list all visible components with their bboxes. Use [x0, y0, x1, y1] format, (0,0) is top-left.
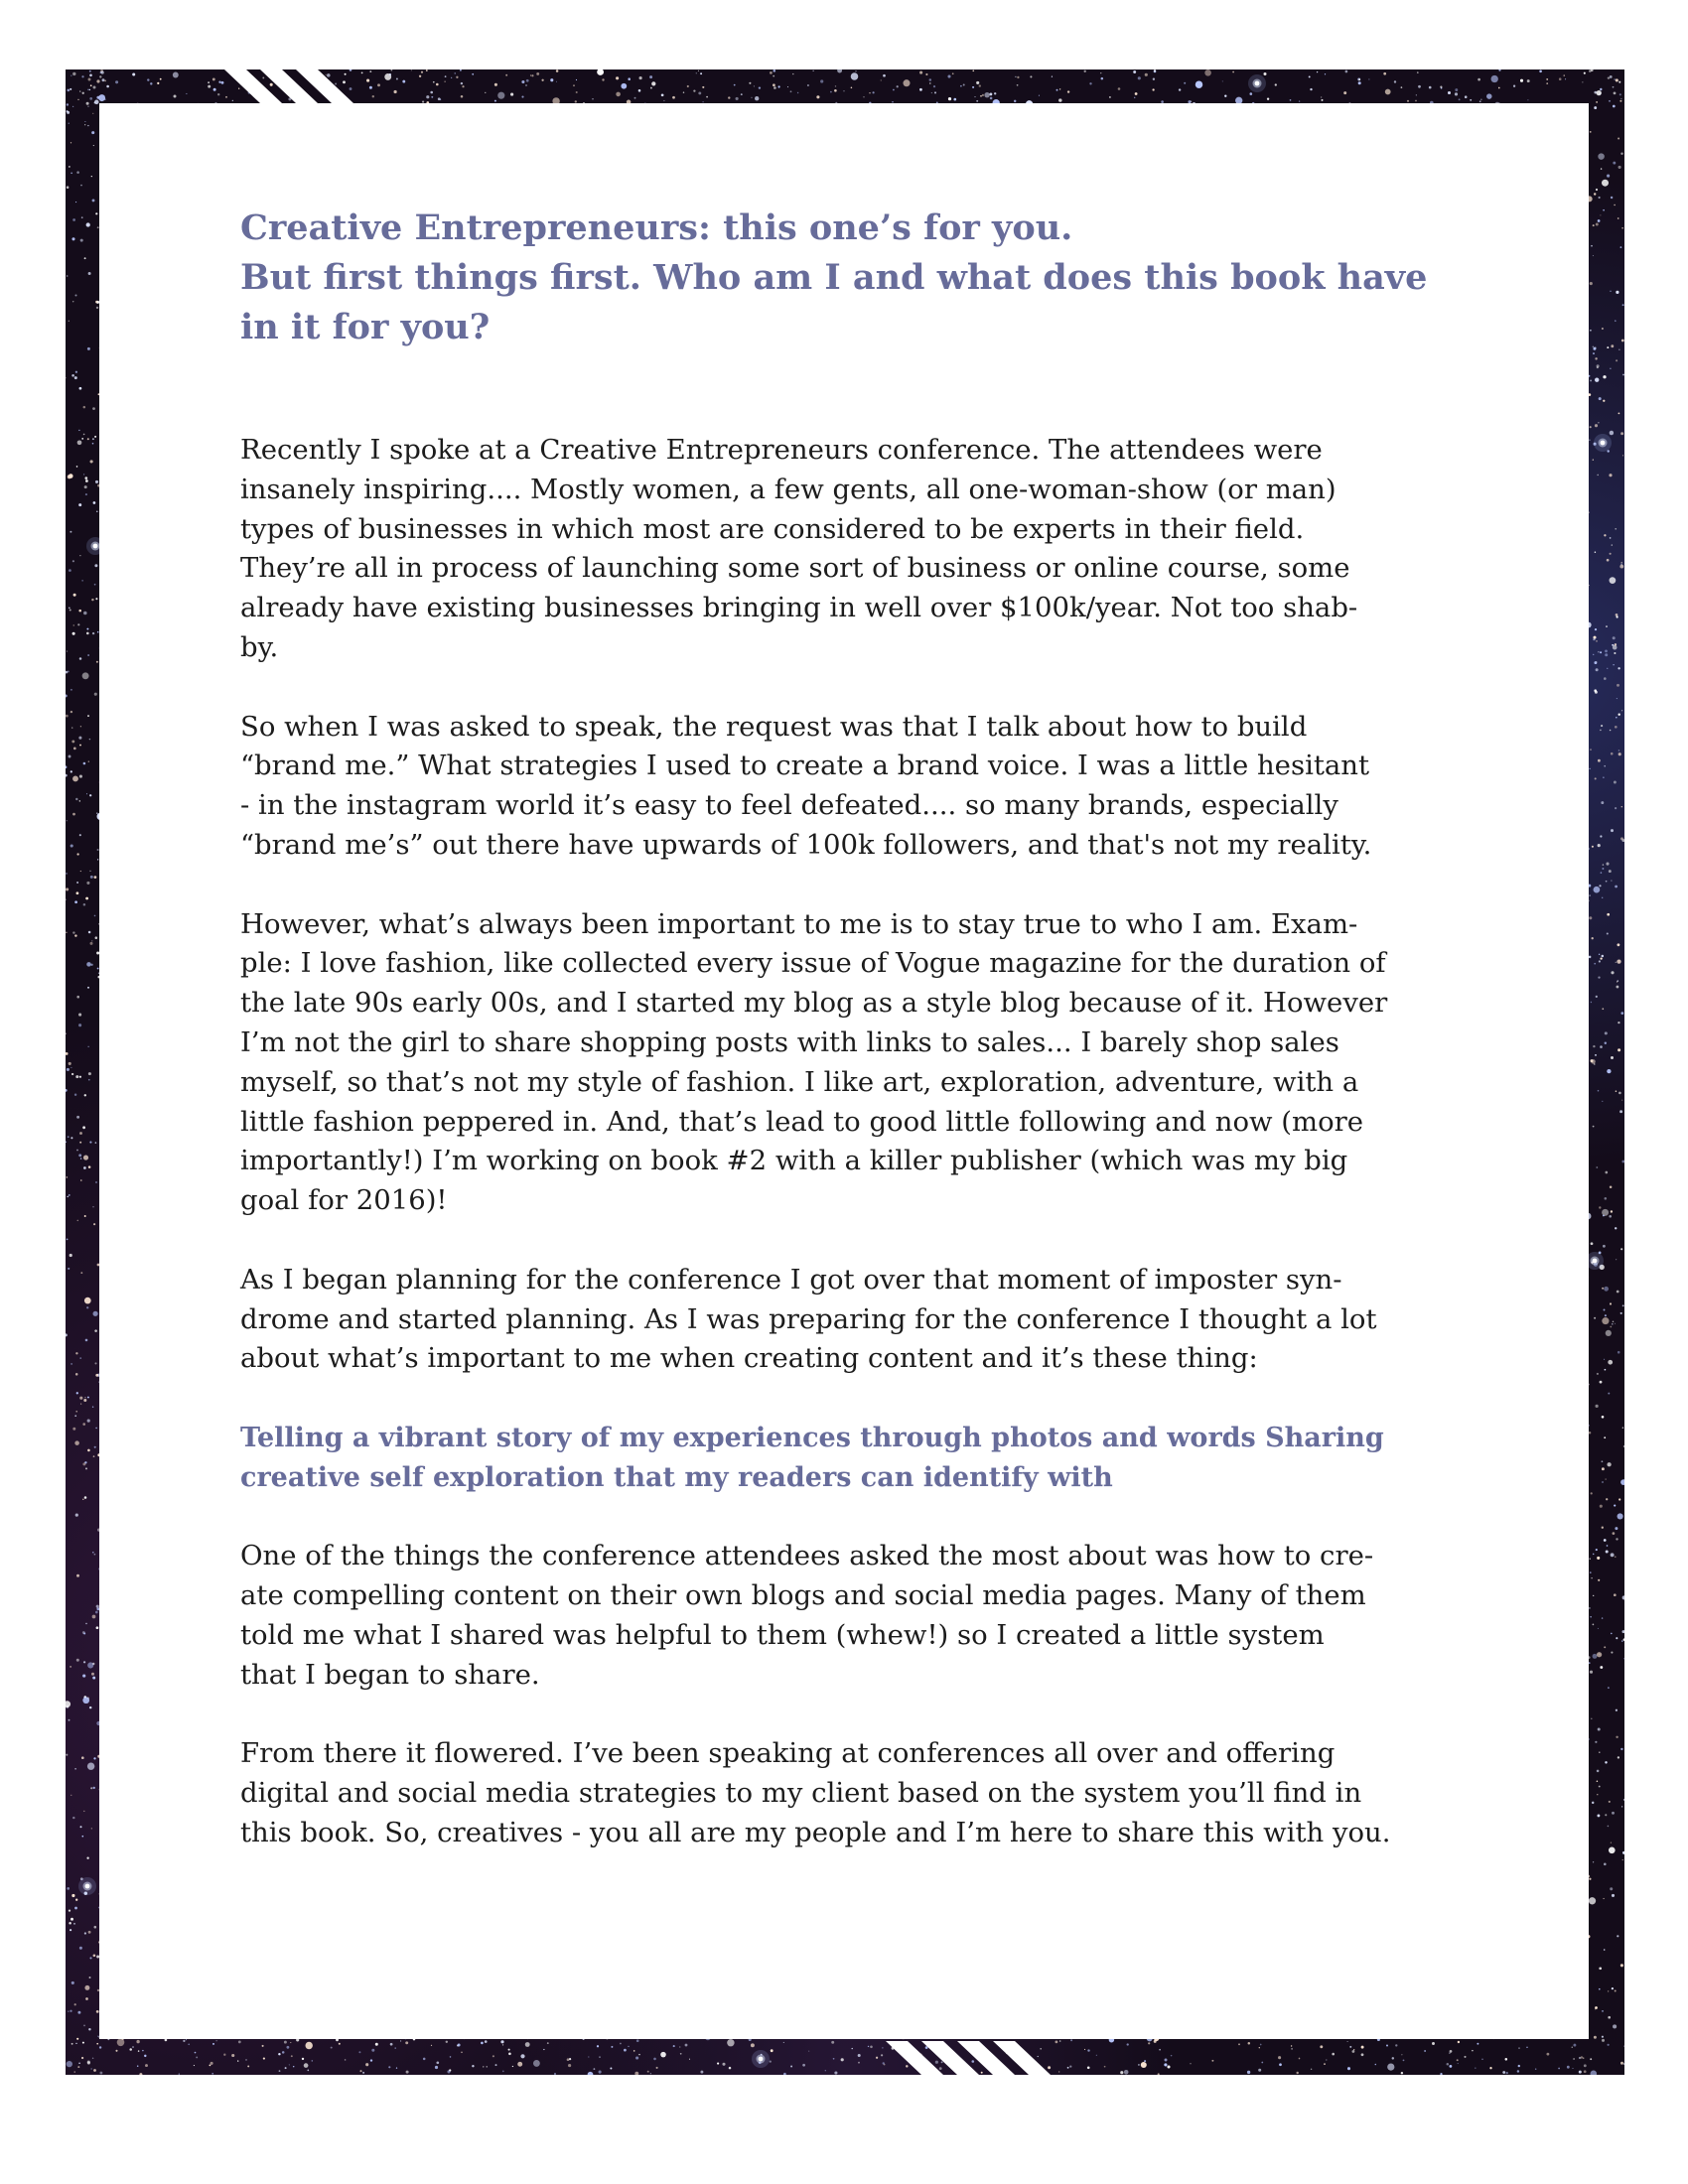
paragraph-line: already have existing businesses bringing in well over $100k/year. Not too shab- [240, 592, 1358, 624]
paragraph-line: that I began to share. [240, 1658, 540, 1691]
body-paragraph [240, 431, 1472, 668]
body-paragraph [240, 708, 1472, 866]
paragraph-line: From there it flowered. I’ve been speaking at conferences all over and offering [240, 1737, 1336, 1770]
paragraph-line: by. [240, 630, 279, 663]
heading-line: Creative Entrepreneurs: this one’s for you. [240, 207, 1073, 248]
paragraph-line: As I began planning for the conference I got over that moment of imposter syn- [240, 1263, 1342, 1296]
heading-line: But first things first. Who am I and what does this book have [240, 257, 1428, 298]
paragraph-line: told me what I shared was helpful to them (whew!) so I created a little system [240, 1618, 1325, 1651]
body-paragraph [240, 1734, 1472, 1852]
paragraph-line: little fashion peppered in. And, that’s lead to good little following and now (more [240, 1105, 1364, 1138]
paragraph-line: Telling a vibrant story of my experiences through photos and words Sharing [240, 1422, 1384, 1453]
paragraph-line: digital and social media strategies to my client based on the system you’ll find in [240, 1777, 1362, 1810]
page-heading [240, 204, 1481, 352]
paragraph-line: about what’s important to me when creating content and it’s these thing: [240, 1342, 1258, 1375]
highlighted-paragraph [240, 1419, 1472, 1498]
paragraph-line: types of businesses in which most are considered to be experts in their field. [240, 512, 1305, 545]
paragraph-line: I’m not the girl to share shopping posts with links to sales... I barely shop sales [240, 1025, 1339, 1058]
paragraph-line: this book. So, creatives - you all are my people and I’m here to share this with you. [240, 1816, 1391, 1848]
paragraph-line: insanely inspiring.... Mostly women, a few gents, all one-woman-show (or man) [240, 473, 1336, 505]
paragraph-line: myself, so that’s not my style of fashion. I like art, exploration, adventure, with a [240, 1065, 1359, 1098]
paragraph-line: importantly!) I’m working on book #2 with a killer publisher (which was my big [240, 1145, 1348, 1177]
paragraph-line: creative self exploration that my readers can identify with [240, 1461, 1113, 1493]
paragraph-line: Recently I spoke at a Creative Entrepreneurs conference. The attendees were [240, 434, 1323, 466]
paragraph-line: One of the things the conference attendees asked the most about was how to cre- [240, 1540, 1374, 1572]
paragraph-line: So when I was asked to speak, the request was that I talk about how to build [240, 710, 1308, 743]
paragraph-line: ple: I love fashion, like collected every issue of Vogue magazine for the duration of [240, 947, 1386, 980]
heading-line: in it for you? [240, 307, 491, 347]
body-paragraph [240, 1261, 1472, 1379]
paragraph-line: “brand me’s” out there have upwards of 100k followers, and that's not my reality. [240, 828, 1372, 861]
body-paragraph [240, 905, 1472, 1221]
body-paragraph [240, 1537, 1472, 1695]
paragraph-line: However, what’s always been important to me is to stay true to who I am. Exam- [240, 907, 1358, 940]
body-text [240, 431, 1472, 1892]
paragraph-line: ate compelling content on their own blogs and social media pages. Many of them [240, 1579, 1366, 1612]
paragraph-line: - in the instagram world it’s easy to feel defeated.... so many brands, especially [240, 789, 1338, 822]
paragraph-line: the late 90s early 00s, and I started my blog as a style blog because of it. However [240, 987, 1388, 1020]
paragraph-line: drome and started planning. As I was preparing for the conference I thought a lot [240, 1302, 1377, 1335]
paragraph-line: They’re all in process of launching some sort of business or online course, some [240, 552, 1350, 585]
paragraph-line: “brand me.” What strategies I used to create a brand voice. I was a little hesitant [240, 750, 1370, 782]
paragraph-line: goal for 2016)! [240, 1184, 448, 1217]
